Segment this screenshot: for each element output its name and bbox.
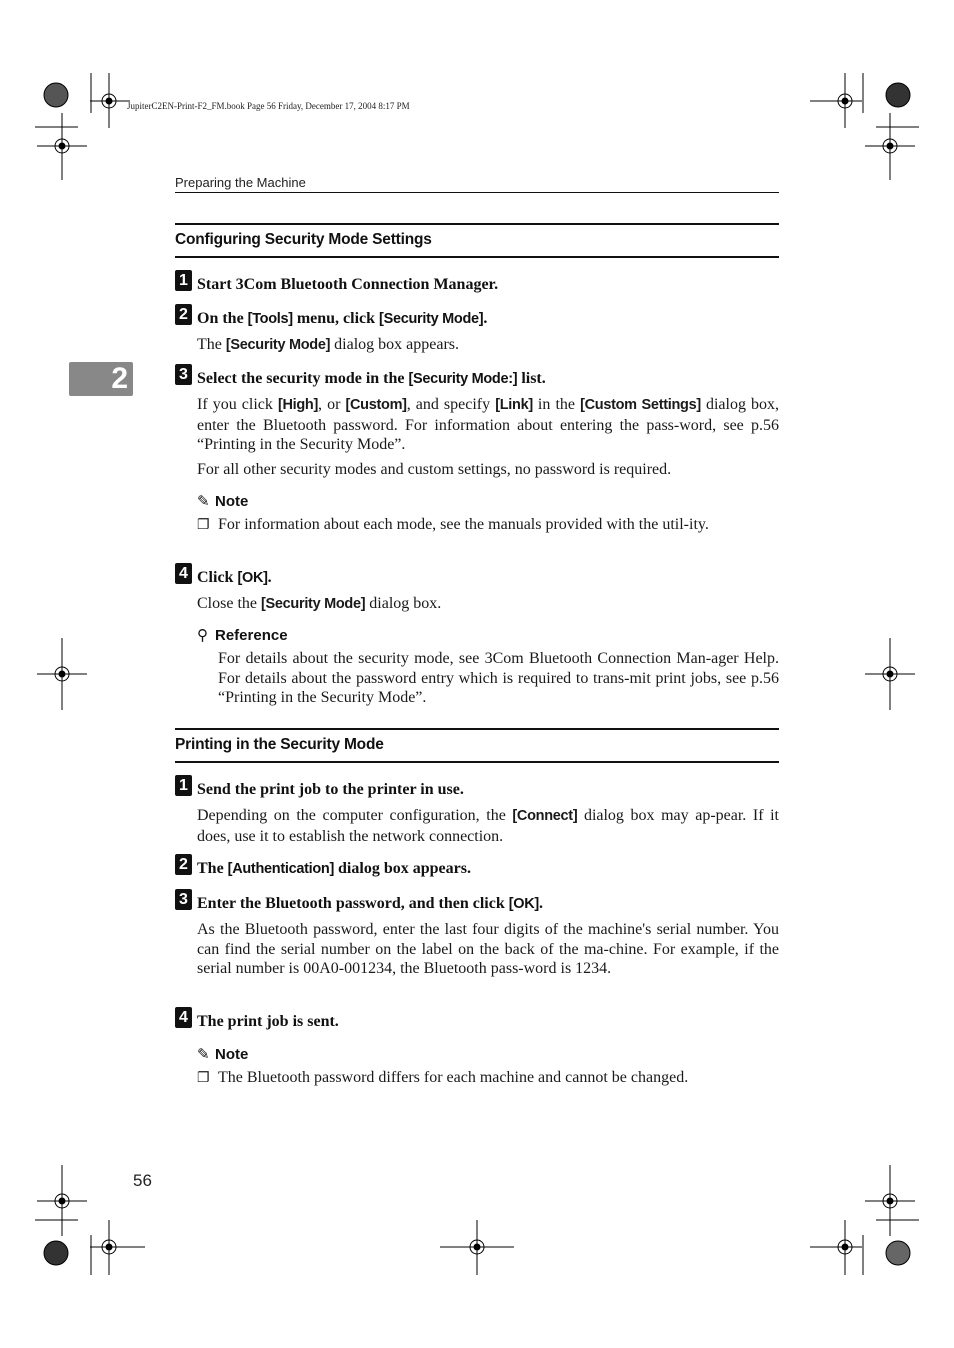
step-title: Send the print job to the printer in use.: [197, 781, 464, 798]
step-title: Start 3Com Bluetooth Connection Manager.: [197, 276, 499, 293]
step-body: If you click [High], or [Custom], and specify [Link] in the [Custom Settings] dialog box, enter the Bluetooth password. For information about entering the pass-word, see p.56 “Printing in the Security Mode”.: [197, 396, 780, 454]
reference-heading: ⚲ Reference: [197, 627, 288, 644]
step-number: 1: [175, 775, 192, 796]
step-number: 3: [175, 364, 192, 385]
section-rule-bottom: [175, 256, 779, 258]
note-item: ❐ The Bluetooth password differs for each machine and cannot be changed.: [197, 1068, 779, 1088]
step-body: For all other security modes and custom settings, no password is required.: [197, 461, 672, 478]
section-rule-top: [175, 728, 779, 730]
page-number: 56: [133, 1171, 152, 1190]
running-header: Preparing the Machine: [175, 175, 306, 190]
header-rule: [175, 192, 779, 193]
section-title-printing-security: Printing in the Security Mode: [175, 736, 384, 753]
reference-text: For details about the security mode, see 3Com Bluetooth Connection Man-ager Help. For details about the password entry which is required to trans-mit print jobs, see p.56 “Printing in the Security Mode”.: [218, 650, 779, 707]
checkbox-icon: ❐: [197, 518, 210, 533]
section-rule-bottom: [175, 761, 779, 763]
note-heading: ✎ Note: [197, 1046, 249, 1063]
step-number: 2: [175, 304, 192, 325]
step-body: As the Bluetooth password, enter the last four digits of the machine's serial number. You can find the serial number on the label on the back of the ma-chine. For example, if the serial number is 00A0-001234, the Bluetooth pass-word is 1234.: [197, 921, 779, 978]
step-number: 4: [175, 1007, 192, 1028]
step-number: 3: [175, 889, 192, 910]
step-number: 4: [175, 563, 192, 584]
step-number: 2: [175, 854, 192, 875]
pencil-icon: ✎: [197, 1046, 210, 1063]
pencil-icon: ✎: [197, 493, 210, 510]
note-item: ❐ For information about each mode, see the manuals provided with the util-ity.: [197, 515, 779, 535]
step-title: On the [Tools] menu, click [Security Mode].: [197, 310, 488, 327]
note-heading: ✎ Note: [197, 493, 249, 510]
step-title: The [Authentication] dialog box appears.: [197, 860, 471, 877]
step-title: Click [OK].: [197, 569, 272, 586]
magnifier-icon: ⚲: [197, 627, 208, 644]
step-body: Close the [Security Mode] dialog box.: [197, 595, 442, 612]
step-title: Enter the Bluetooth password, and then click [OK].: [197, 895, 543, 912]
chapter-tab: 2: [69, 362, 133, 396]
crop-info: JupiterC2EN-Print-F2_FM.book Page 56 Friday, December 17, 2004 8:17 PM: [127, 101, 410, 111]
section-rule-top: [175, 223, 779, 225]
step-number: 1: [175, 270, 192, 291]
checkbox-icon: ❐: [197, 1071, 210, 1086]
step-body: Depending on the computer configuration, the [Connect] dialog box may ap-pear. If it does, use it to establish the network connection.: [197, 807, 779, 845]
step-body: The [Security Mode] dialog box appears.: [197, 336, 459, 353]
step-title: Select the security mode in the [Security Mode:] list.: [197, 370, 546, 387]
section-title-security-settings: Configuring Security Mode Settings: [175, 231, 432, 248]
step-title: The print job is sent.: [197, 1013, 339, 1030]
